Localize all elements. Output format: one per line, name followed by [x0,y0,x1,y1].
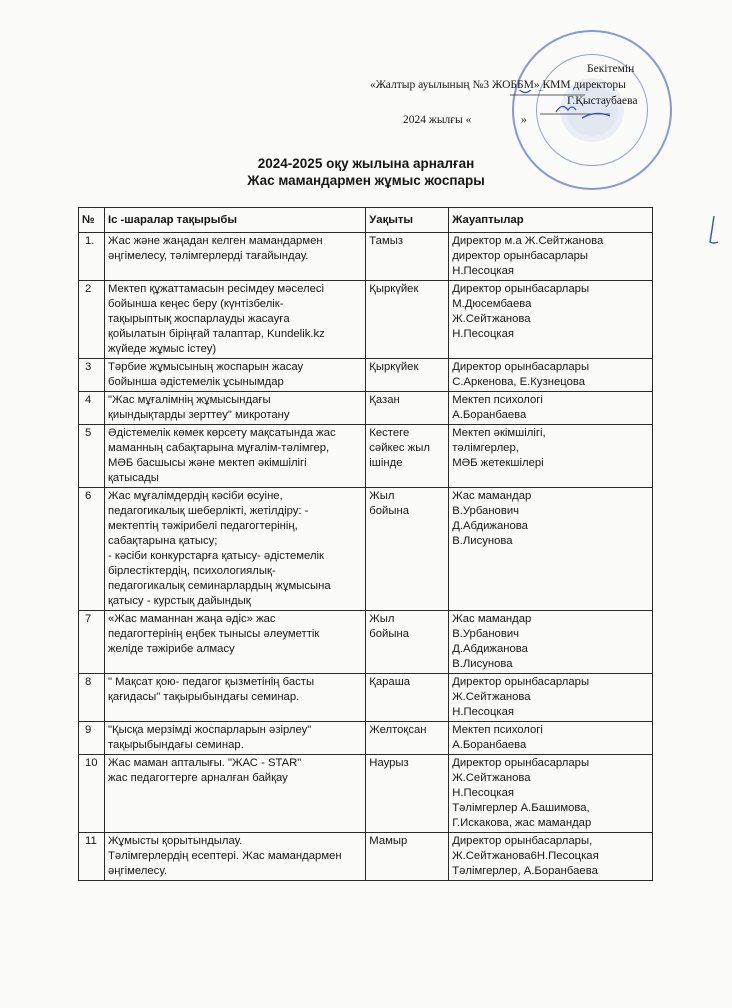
row-responsible-line: Д.Абдижанова [452,520,528,532]
row-time-line: Қыркүйек [369,283,419,295]
row-responsible [449,425,653,488]
row-responsible-line: В.Лисунова [452,535,513,547]
row-responsible-line: Н.Песоцкая [452,328,515,340]
row-topic-line: МӘБ басшысы және мектеп әкімшілігі [107,457,307,469]
row-topic-line: қиындықтарды зерттеу" микротану [107,409,290,421]
row-topic-line: әңгімелесу, тәлімгерлерді тағайындау. [107,250,309,262]
row-topic [104,359,365,392]
row-responsible-line: Ж.Сейтжанова6Н.Песоцкая [452,850,599,862]
row-responsible-line: Мектеп психологі [452,724,543,736]
approval-date-suffix: » [521,114,527,126]
plan-title-line-1: 2024-2025 оқу жылына арналған [257,156,475,171]
row-number: 2 [79,281,105,359]
row-topic-line: маманның сабақтарына мұғалім-тәлімгер, [107,442,330,454]
row-time [366,281,449,359]
row-responsible-line: Директор орынбасарлары [452,757,590,769]
row-responsible-line: директор орынбасарлары [452,250,589,262]
row-responsible-line: А.Боранбаева [452,409,527,421]
row-topic-line: бойынша кеңес беру (күнтізбелік- [107,298,284,310]
row-topic [104,233,365,281]
row-time-line: бойына [369,628,409,640]
row-responsible-line: Ж.Сейтжанова [452,691,531,703]
row-topic-line: сабақтарына қатысу; [107,535,218,547]
row-responsible-line: А.Боранбаева [452,739,527,751]
row-time-line: Мамыр [369,835,408,847]
row-responsible [449,392,653,425]
row-topic [104,281,365,359]
row-time-line: Қыркүйек [369,361,419,373]
row-time [366,359,449,392]
row-number: 5 [79,425,105,488]
row-topic [104,611,365,674]
row-responsible-line: Н.Песоцкая [452,265,515,277]
row-time [366,425,449,488]
table-header-row [79,208,653,233]
row-responsible-line: Н.Песоцкая [452,706,515,718]
row-responsible-line: МӘБ жетекшілері [452,457,544,469]
row-time-line: Жыл [369,490,395,502]
row-responsible-line: Г.Искакова, жас мамандар [452,817,592,829]
row-number: 4 [79,392,105,425]
row-responsible-line: В.Урбанович [452,628,520,640]
table-row [79,233,653,281]
row-responsible-line: Тәлімгерлер, А.Боранбаева [452,865,598,877]
row-topic-line: бірлестіктердің, психологиялық- [107,565,276,577]
row-topic-line: қатысады [107,472,159,484]
row-topic-line: бойынша әдістемелік ұсынымдар [107,376,284,388]
row-topic-line: Жұмысты қорытындылау. [107,835,243,847]
row-responsible-line: В.Лисунова [452,658,513,670]
row-topic-line: қойылатын біріңғай талаптар, Kundelik.kz [107,328,325,340]
table-row [79,359,653,392]
row-number: 3 [79,359,105,392]
row-topic [104,722,365,755]
table-row [79,488,653,611]
row-time [366,674,449,722]
row-responsible-line: тәлімгерлер, [452,442,519,454]
row-time-line: бойына [369,505,409,517]
row-responsible-line: Мектеп психологі [452,394,543,406]
row-responsible [449,611,653,674]
header-responsible: Жауаптылар [449,208,653,233]
row-time [366,488,449,611]
approval-director-name: Г.Қыстаубаева [567,95,638,107]
row-time-line: Жыл [369,613,395,625]
row-time [366,392,449,425]
row-topic [104,488,365,611]
row-topic [104,755,365,833]
row-topic-line: " Мақсат қою- педагог қызметінің басты [107,676,315,688]
row-responsible-line: С.Аркенова, Е.Кузнецова [452,376,586,388]
row-responsible-line: Ж.Сейтжанова [452,313,531,325]
row-time-line: Желтоқсан [369,724,427,736]
row-time-line: ішінде [369,457,403,469]
header-topic: Іс -шаралар тақырыбы [104,208,365,233]
table-row [79,833,653,881]
row-topic-line: әңгімелесу. [107,865,167,877]
row-responsible [449,674,653,722]
row-topic-line: "Қысқа мерзімді жоспарларын әзірлеу" [107,724,312,736]
pen-mark [706,214,720,248]
row-topic-line: мектептің тәжірибелі педагогтерінің, [107,520,298,532]
table-row [79,722,653,755]
row-topic-line: жас педагогтерге арналған байқау [107,772,288,784]
row-topic-line: "Жас мұғалімнің жұмысындағы [107,394,271,406]
row-topic [104,833,365,881]
row-responsible [449,833,653,881]
table-row [79,755,653,833]
row-number: 11 [79,833,105,881]
row-responsible-line: Тәлімгерлер А.Башимова, [452,802,590,814]
row-topic-line: Жас мұғалімдердің кәсіби өсуіне, [107,490,283,502]
approval-overprint: Бекітемін [587,63,635,75]
row-topic-line: Тәлімгерлердің есептері. Жас мамандармен [107,850,342,862]
row-topic-line: - кәсіби конкурстарға қатысу- әдістемелік [107,550,325,562]
row-time-line: Қазан [369,394,400,406]
row-responsible-line: Директор орынбасарлары [452,361,590,373]
work-plan-table [78,207,653,881]
approval-date-prefix: 2024 жылғы « [403,114,472,126]
row-topic-line: Жас және жаңадан келген мамандармен [107,235,323,247]
row-responsible-line: Директор орынбасарлары [452,283,590,295]
row-time-line: Тамыз [369,235,404,247]
table-row [79,281,653,359]
row-responsible [449,755,653,833]
row-time-line: сәйкес жыл [369,442,430,454]
row-number: 10 [79,755,105,833]
row-responsible-line: Мектеп әкімшілігі, [452,427,546,439]
row-number: 9 [79,722,105,755]
row-number: 8 [79,674,105,722]
row-time [366,833,449,881]
plan-title-line-2: Жас мамандармен жұмыс жоспары [247,173,485,188]
row-time-line: Қараша [369,676,411,688]
row-time [366,611,449,674]
row-topic [104,425,365,488]
row-topic-line: желіде тәжірибе алмасу [107,643,235,655]
row-responsible [449,359,653,392]
row-topic-line: Жас маман апталығы. "ЖАС - STAR" [107,757,302,769]
row-responsible-line: М.Дюсембаева [452,298,532,310]
row-responsible-line: Н.Песоцкая [452,787,515,799]
row-responsible-line: Директор орынбасарлары, [452,835,593,847]
row-responsible-line: Директор м.а Ж.Сейтжанова [452,235,604,247]
row-topic-line: тақырыбындағы семинар. [107,739,244,751]
row-topic-line: жүйеде жұмыс істеу) [107,343,217,355]
row-topic [104,674,365,722]
row-responsible [449,488,653,611]
row-responsible-line: Ж.Сейтжанова [452,772,531,784]
table-row [79,674,653,722]
row-time [366,233,449,281]
row-responsible [449,722,653,755]
row-topic-line: Тәрбие жұмысының жоспарын жасау [107,361,304,373]
row-responsible-line: Д.Абдижанова [452,643,528,655]
row-responsible [449,233,653,281]
row-topic-line: «Жас маманнан жаңа әдіс» жас [107,613,276,625]
table-row [79,392,653,425]
row-topic-line: тақырыптық жоспарлауды жасауға [107,313,290,325]
row-responsible-line: В.Урбанович [452,505,520,517]
row-topic-line: қатысу - курстық дайындық [107,595,251,607]
row-time-line: Наурыз [369,757,409,769]
row-topic-line: педагогикалық шеберлікті, жетілдіру: - [107,505,309,517]
row-topic-line: педагогикалық семинарлардың жұмысына [107,580,331,592]
row-responsible-line: Директор орынбасарлары [452,676,590,688]
row-topic [104,392,365,425]
row-time-line: Кестеге [369,427,410,439]
row-topic-line: қағидасы" тақырыбындағы семинар. [107,691,300,703]
table-row [79,425,653,488]
row-number: 6 [79,488,105,611]
header-time: Уақыты [366,208,449,233]
header-number: № [79,208,105,233]
row-responsible [449,281,653,359]
row-topic-line: педагогтерінің еңбек тынысы әлеуметтік [107,628,320,640]
row-topic-line: Әдістемелік көмек көрсету мақсатында жас [107,427,336,439]
row-number: 7 [79,611,105,674]
row-responsible-line: Жас мамандар [452,490,532,502]
row-time [366,755,449,833]
row-number: 1. [79,233,105,281]
row-time [366,722,449,755]
row-responsible-line: Жас мамандар [452,613,532,625]
row-topic-line: Мектеп құжаттамасын ресімдеу мәселесі [107,283,325,295]
approval-line-1: «Жалтыр ауылының №3 ЖОББМ» КММ директоры [370,79,626,91]
table-row [79,611,653,674]
